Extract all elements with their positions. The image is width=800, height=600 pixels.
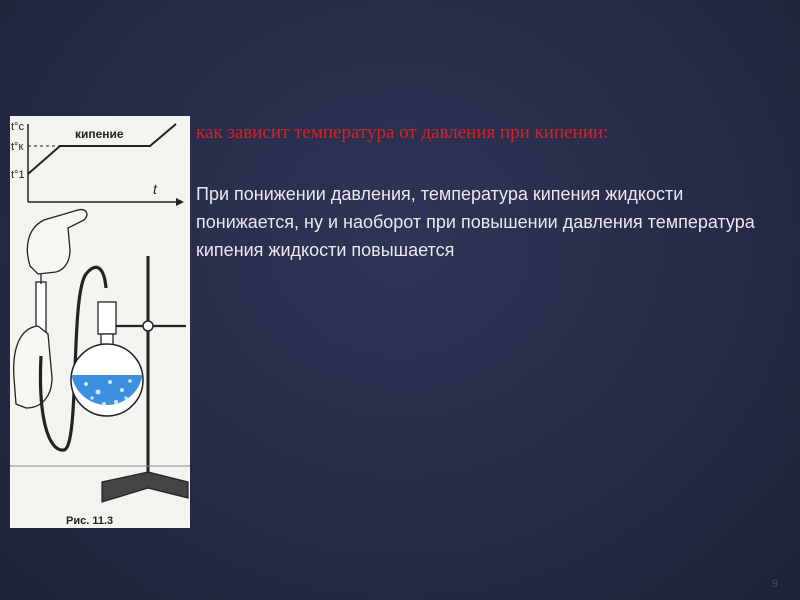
stand-base: [102, 472, 188, 502]
graph-y-axis-label: t°c: [11, 121, 24, 133]
graph-boiling-label: кипение: [75, 127, 124, 141]
clamp-screw-icon: [143, 321, 153, 331]
figure-caption: Рис. 11.3: [66, 515, 114, 527]
slide-body-text: При понижении давления, температура кипения жидкости понижается, ну и наоборот при повышении давления температура кипения жидкости повышается: [196, 184, 755, 260]
graph-t1-label: t°1: [11, 169, 25, 181]
boiling-apparatus-illustration: [10, 116, 190, 528]
textbook-figure: [10, 116, 190, 528]
boiling-graph: [11, 121, 184, 206]
upper-hand-icon: [27, 210, 87, 274]
slide-title: как зависит температура от давления при кипении:: [196, 122, 609, 143]
page-number: 9: [771, 578, 778, 590]
flask-stopper: [98, 302, 116, 334]
graph-tk-label: t°к: [11, 141, 24, 153]
lower-hand-icon: [14, 326, 52, 408]
graph-x-axis-label: t: [153, 181, 157, 197]
x-axis-arrow-icon: [176, 198, 184, 206]
